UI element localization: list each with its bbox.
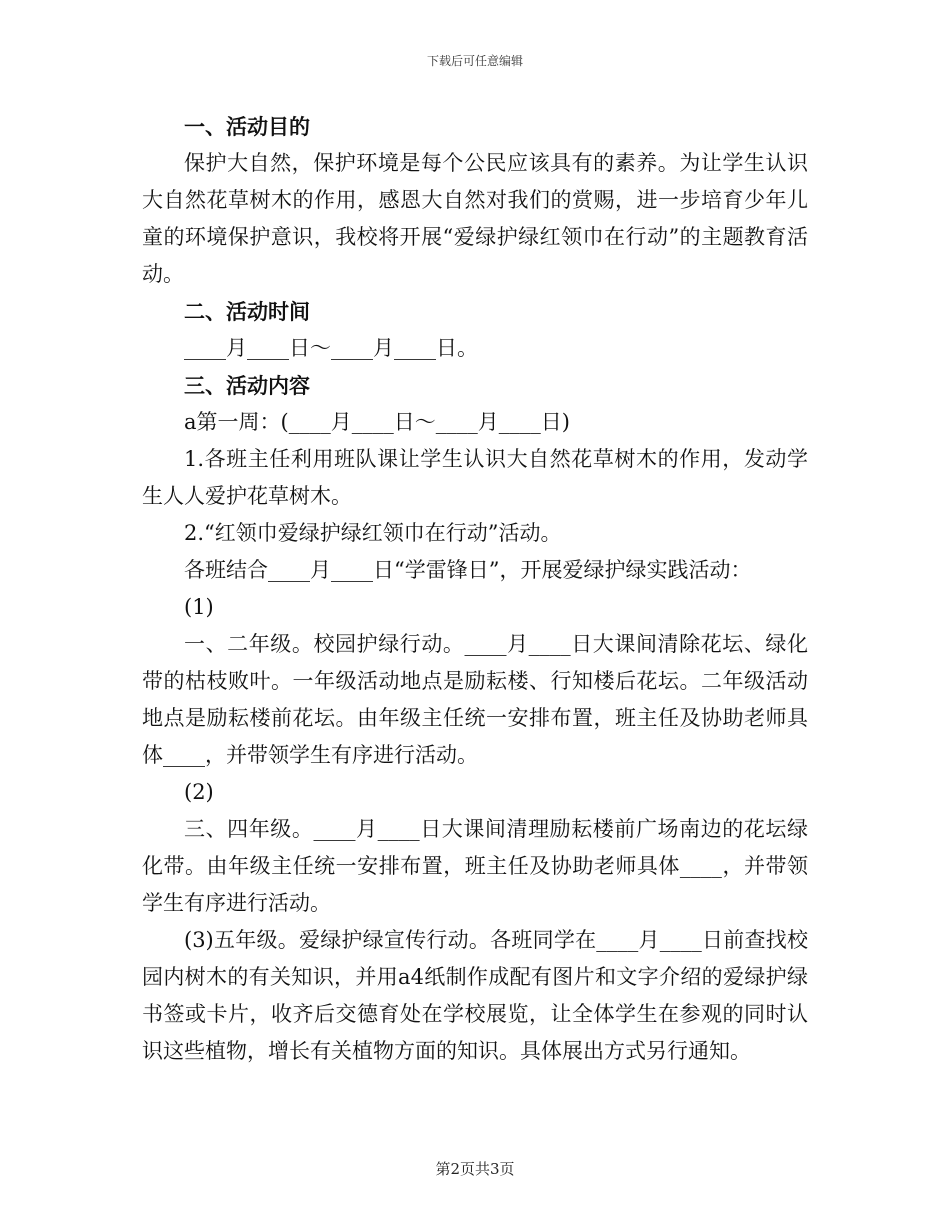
- paragraph-time: ____月____日～____月____日。: [184, 336, 478, 360]
- section-heading-purpose: 一、活动目的: [184, 114, 310, 139]
- section-heading-time: 二、活动时间: [184, 299, 310, 324]
- paragraph-item-1: 1.各班主任利用班队课让学生认识大自然花草树木的作用，发动学生人人爱护花草树木。: [142, 447, 808, 508]
- header-note: 下载后可任意编辑: [426, 54, 523, 68]
- paragraph-purpose: 保护大自然，保护环境是每个公民应该具有的素养。为让学生认识大自然花草树木的作用，感恩大自然对我们的赏赐，进一步培育少年儿童的环境保护意识，我校将开展“爱绿护绿红领巾在行动”的主题教育活动。: [142, 151, 808, 286]
- document-body: [142, 108, 808, 1070]
- paragraph-sub-2-label: (2): [184, 780, 214, 804]
- paragraph-week-one: a第一周：(____月____日～____月____日): [184, 410, 570, 434]
- section-heading-content: 三、活动内容: [184, 373, 310, 398]
- paragraph-sub-3-text: (3)五年级。爱绿护绿宣传行动。各班同学在____月____日前查找校园内树木的有关知识，并用a4纸制作成配有图片和文字介绍的爱绿护绿书签或卡片，收齐后交德育处在学校展览，让全体学生在参观的同时认识这些植物，增长有关植物方面的知识。具体展出方式另行通知。: [142, 928, 808, 1063]
- paragraph-item-2-text: 各班结合____月____日“学雷锋日”，开展爱绿护绿实践活动：: [184, 558, 752, 582]
- paragraph-sub-2-text: 三、四年级。____月____日大课间清理励耘楼前广场南边的花坛绿化带。由年级主任统一安排布置，班主任及协助老师具体____，并带领学生有序进行活动。: [142, 817, 808, 915]
- page-footer: 第2页共3页: [435, 1160, 515, 1178]
- paragraph-sub-1-label: (1): [184, 595, 214, 619]
- paragraph-sub-1-text: 一、二年级。校园护绿行动。____月____日大课间清除花坛、绿化带的枯枝败叶。一年级活动地点是励耘楼、行知楼后花坛。二年级活动地点是励耘楼前花坛。由年级主任统一安排布置，班主任及协助老师具体____，并带领学生有序进行活动。: [142, 632, 808, 767]
- paragraph-item-2: 2.“红领巾爱绿护绿红领巾在行动”活动。: [184, 521, 562, 545]
